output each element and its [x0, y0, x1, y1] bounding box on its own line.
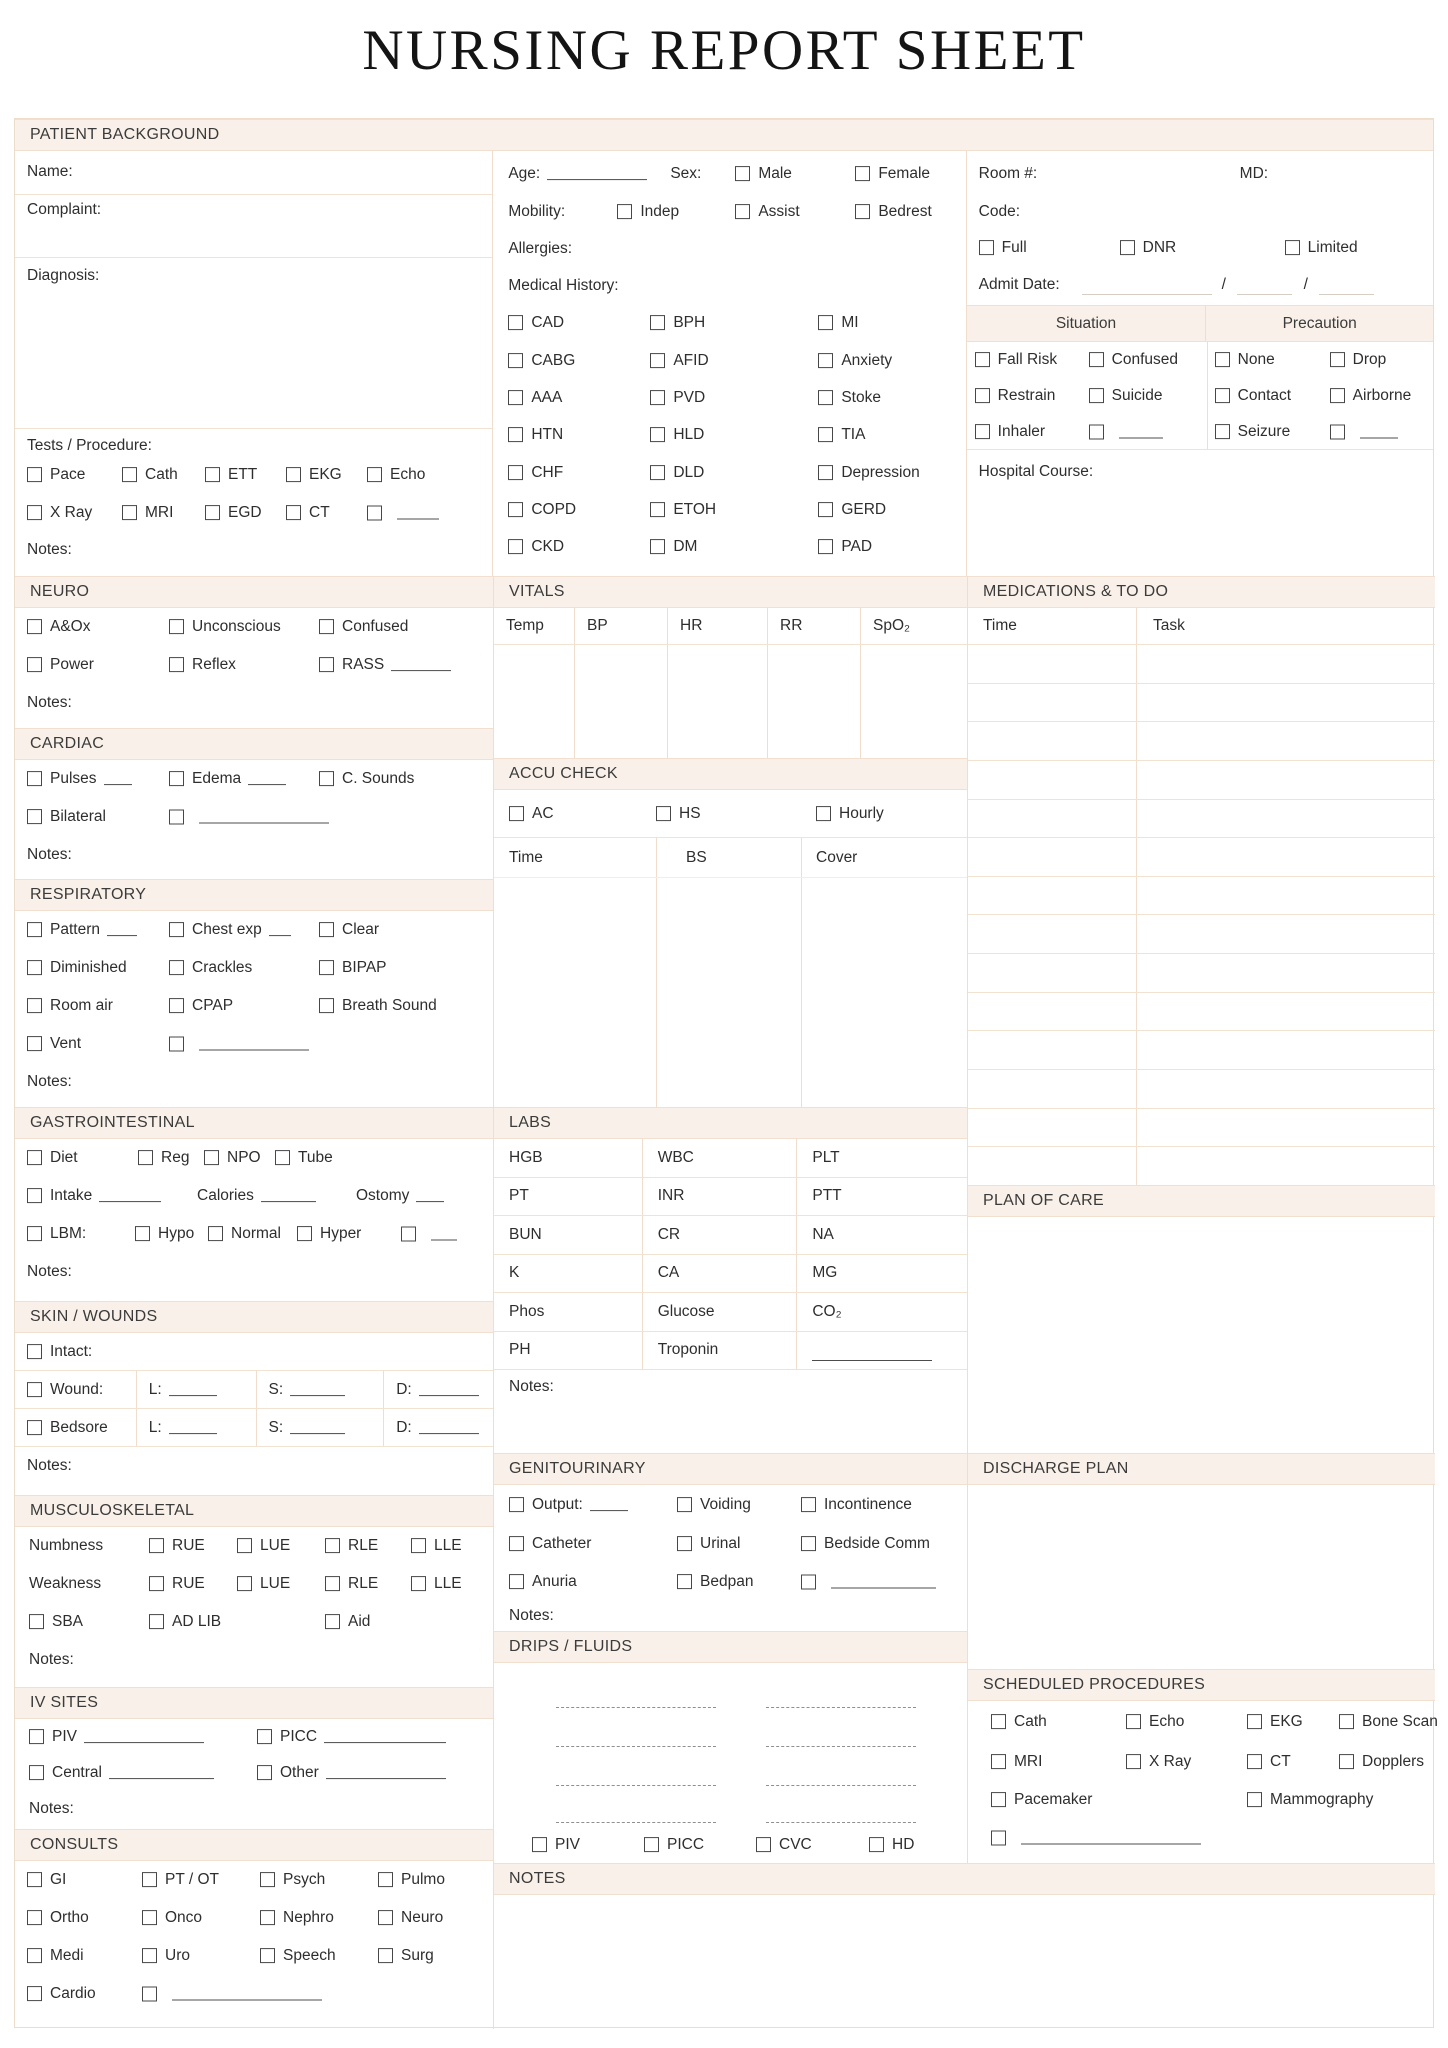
checkbox-pattern[interactable]: Pattern — [27, 921, 137, 939]
checkbox-confused-neuro[interactable]: Confused — [319, 618, 408, 636]
situation-header: Situation — [967, 306, 1207, 341]
med-row[interactable] — [968, 1070, 1435, 1109]
checkbox-gu-other[interactable] — [801, 1575, 936, 1590]
checkbox-access-cvc[interactable]: CVC — [756, 1836, 812, 1854]
checkbox-resp-other[interactable] — [169, 1037, 309, 1052]
checkbox-other-iv[interactable]: Other — [257, 1764, 446, 1782]
pb-col-left — [15, 151, 493, 576]
checkbox-rass[interactable]: RASS — [319, 656, 451, 674]
checkbox-breath-sound[interactable]: Breath Sound — [319, 997, 437, 1015]
calories-field[interactable]: Calories — [197, 1187, 316, 1205]
accu-col-bs: BS — [686, 848, 707, 866]
checkbox-sched-cath[interactable]: Cath — [991, 1713, 1047, 1731]
checkbox-consult-psych[interactable]: Psych — [260, 1871, 325, 1889]
lab-cell-ca[interactable]: CA — [642, 1255, 797, 1293]
checkbox-airborne[interactable]: Airborne — [1330, 387, 1412, 405]
room-label: Room #: — [978, 165, 1038, 183]
section-discharge-plan: DISCHARGE PLAN — [968, 1453, 1435, 1485]
lab-cell-hgb[interactable]: HGB — [509, 1148, 543, 1166]
lab-cell-inr[interactable]: INR — [642, 1178, 797, 1216]
lab-cell-pt[interactable]: PT — [509, 1187, 529, 1205]
med-row[interactable] — [968, 761, 1435, 800]
med-row[interactable] — [968, 877, 1435, 916]
checkbox-reflex[interactable]: Reflex — [169, 656, 236, 674]
checkbox-ett[interactable]: ETT — [205, 466, 257, 484]
checkbox-sched-ekg[interactable]: EKG — [1247, 1713, 1303, 1731]
meds-col-time: Time — [983, 617, 1017, 635]
checkbox-consult-gi[interactable]: GI — [27, 1871, 66, 1889]
checkbox-mri[interactable]: MRI — [122, 504, 173, 522]
checkbox-picc[interactable]: PICC — [257, 1728, 446, 1746]
wound-l-field[interactable]: L: — [149, 1381, 217, 1399]
checkbox-sched-dopplers[interactable]: Dopplers — [1339, 1753, 1424, 1771]
checkbox-bedrest[interactable]: Bedrest — [855, 203, 931, 221]
med-row[interactable] — [968, 1109, 1435, 1148]
checkbox-tube[interactable]: Tube — [275, 1149, 333, 1167]
checkbox-access-hd[interactable]: HD — [869, 1836, 914, 1854]
checkbox-consult-medi[interactable]: Medi — [27, 1947, 84, 1965]
checkbox-male[interactable]: Male — [735, 165, 792, 183]
notes-label: Notes: — [27, 1457, 72, 1475]
checkbox-numbness-lle[interactable]: LLE — [411, 1537, 462, 1555]
notes-label: Notes: — [509, 1607, 554, 1625]
checkbox-hourly[interactable]: Hourly — [816, 805, 884, 823]
checkbox-sched-ct[interactable]: CT — [1247, 1753, 1291, 1771]
vitals-body — [494, 645, 967, 758]
checkbox-gerd[interactable]: GERD — [818, 501, 886, 519]
checkbox-tia[interactable]: TIA — [818, 426, 865, 444]
checkbox-central[interactable]: Central — [29, 1764, 214, 1782]
checkbox-assist[interactable]: Assist — [735, 203, 799, 221]
checkbox-suicide[interactable]: Suicide — [1089, 387, 1163, 405]
checkbox-bph[interactable]: BPH — [650, 314, 705, 332]
checkbox-access-picc[interactable]: PICC — [644, 1836, 704, 1854]
checkbox-hyper[interactable]: Hyper — [297, 1225, 361, 1243]
med-row[interactable] — [968, 1031, 1435, 1070]
checkbox-sched-other[interactable] — [991, 1831, 1201, 1846]
checkbox-chf[interactable]: CHF — [508, 464, 563, 482]
checkbox-power[interactable]: Power — [27, 656, 94, 674]
med-row[interactable] — [968, 800, 1435, 839]
checkbox-consult-speech[interactable]: Speech — [260, 1947, 336, 1965]
vitals-col-rr: RR — [767, 608, 860, 644]
checkbox-output[interactable]: Output: — [509, 1496, 628, 1514]
vitals-col-spo2: SpO₂ — [860, 608, 967, 644]
section-skin-wounds: SKIN / WOUNDS — [15, 1301, 493, 1333]
checkbox-pvd[interactable]: PVD — [650, 389, 705, 407]
checkbox-consult-onco[interactable]: Onco — [142, 1909, 202, 1927]
checkbox-confused[interactable]: Confused — [1089, 351, 1178, 369]
lab-cell-phos[interactable]: Phos — [509, 1302, 545, 1320]
checkbox-reg[interactable]: Reg — [138, 1149, 189, 1167]
checkbox-hypo[interactable]: Hypo — [135, 1225, 194, 1243]
vitals-header-row — [494, 608, 967, 645]
checkbox-fall-risk[interactable]: Fall Risk — [975, 351, 1057, 369]
checkbox-lbm[interactable]: LBM: — [27, 1225, 86, 1243]
tests-procedure-label: Tests / Procedure: — [27, 437, 152, 454]
checkbox-aox[interactable]: A&Ox — [27, 618, 90, 636]
drip-line[interactable] — [556, 1785, 716, 1786]
med-row[interactable] — [968, 993, 1435, 1032]
bedsore-l-field[interactable]: L: — [149, 1419, 217, 1437]
drip-line[interactable] — [766, 1822, 916, 1823]
checkbox-drop[interactable]: Drop — [1330, 351, 1387, 369]
checkbox-dm[interactable]: DM — [650, 538, 697, 556]
report-sheet — [14, 118, 1438, 2028]
checkbox-cad[interactable]: CAD — [508, 314, 564, 332]
drip-line[interactable] — [766, 1746, 916, 1747]
admit-date-slot[interactable] — [1319, 294, 1374, 295]
section-notes: NOTES — [494, 1863, 1435, 1895]
checkbox-access-piv[interactable]: PIV — [532, 1836, 580, 1854]
diagnosis-label: Diagnosis: — [27, 267, 100, 284]
pb-col-right — [967, 151, 1433, 576]
lab-cell-troponin[interactable]: Troponin — [642, 1332, 797, 1370]
accu-col-cover: Cover — [816, 848, 858, 866]
notes-label: Notes: — [509, 1378, 554, 1395]
med-row[interactable] — [968, 954, 1435, 993]
checkbox-normal[interactable]: Normal — [208, 1225, 281, 1243]
section-musculoskeletal: MUSCULOSKELETAL — [15, 1495, 493, 1527]
checkbox-mi[interactable]: MI — [818, 314, 858, 332]
vitals-col-temp: Temp — [506, 617, 544, 634]
vitals-cell[interactable] — [767, 645, 860, 758]
notes-bottom-section — [494, 1863, 1435, 2029]
lab-cell-cr[interactable]: CR — [642, 1216, 797, 1254]
notes-label: Notes: — [29, 1651, 74, 1669]
allergies-label: Allergies: — [508, 240, 573, 257]
divider — [15, 428, 492, 429]
checkbox-consult-pulmo[interactable]: Pulmo — [378, 1871, 445, 1889]
checkbox-afid[interactable]: AFID — [650, 352, 708, 370]
lab-cell-mg[interactable]: MG — [796, 1255, 967, 1293]
checkbox-catheter[interactable]: Catheter — [509, 1535, 591, 1553]
age-field[interactable]: Age: — [508, 165, 647, 183]
checkbox-wound[interactable]: Wound: — [27, 1381, 103, 1399]
notes-label: Notes: — [27, 694, 72, 712]
sex-label: Sex: — [670, 165, 702, 183]
date-slash: / — [1303, 276, 1308, 294]
section-consults: CONSULTS — [15, 1829, 493, 1861]
checkbox-gi-other[interactable] — [401, 1227, 457, 1242]
checkbox-anxiety[interactable]: Anxiety — [818, 352, 892, 370]
checkbox-ckd[interactable]: CKD — [508, 538, 564, 556]
notes-area[interactable] — [494, 1895, 1435, 2029]
checkbox-clear[interactable]: Clear — [319, 921, 379, 939]
precaution-header: Precaution — [1282, 314, 1357, 332]
lab-cell-bun[interactable]: BUN — [509, 1225, 542, 1243]
section-scheduled-procedures: SCHEDULED PROCEDURES — [968, 1669, 1435, 1701]
checkbox-weakness-lle[interactable]: LLE — [411, 1575, 462, 1593]
checkbox-ac[interactable]: AC — [509, 805, 554, 823]
checkbox-consult-uro[interactable]: Uro — [142, 1947, 190, 1965]
checkbox-c-sounds[interactable]: C. Sounds — [319, 770, 414, 788]
discharge-plan-area[interactable] — [968, 1485, 1435, 1669]
medical-history-label: Medical History: — [508, 277, 619, 294]
checkbox-bipap[interactable]: BIPAP — [319, 959, 387, 977]
checkbox-hld[interactable]: HLD — [650, 426, 704, 444]
divider — [15, 194, 492, 195]
meds-col-task: Task — [1153, 617, 1185, 635]
checkbox-htn[interactable]: HTN — [508, 426, 563, 444]
vitals-col-hr: HR — [667, 608, 767, 644]
notes-label: Notes: — [27, 1263, 72, 1281]
bedsore-s-field[interactable]: S: — [269, 1419, 346, 1437]
checkbox-numbness-rle[interactable]: RLE — [325, 1537, 378, 1555]
admit-date-label: Admit Date: — [978, 276, 1060, 294]
medications-table — [968, 645, 1435, 1185]
md-label: MD: — [1239, 165, 1269, 183]
checkbox-seizure[interactable]: Seizure — [1215, 423, 1291, 441]
checkbox-cpap[interactable]: CPAP — [169, 997, 233, 1015]
drip-line[interactable] — [556, 1746, 716, 1747]
checkbox-sched-echo[interactable]: Echo — [1126, 1713, 1184, 1731]
section-labs: LABS — [494, 1107, 967, 1139]
checkbox-weakness-lue[interactable]: LUE — [237, 1575, 290, 1593]
patient-background-content — [15, 151, 1433, 576]
hospital-course-area[interactable] — [967, 486, 1433, 576]
pb-col-middle — [493, 151, 966, 576]
checkbox-intake[interactable]: Intake — [27, 1187, 161, 1205]
drips-area — [494, 1663, 967, 1863]
section-genitourinary: GENITOURINARY — [494, 1453, 967, 1485]
checkbox-bedsore[interactable]: Bedsore — [27, 1419, 108, 1437]
labs-table — [494, 1139, 967, 1369]
middle-column — [494, 576, 968, 1863]
numbness-label: Numbness — [29, 1537, 104, 1555]
checkbox-pace[interactable]: Pace — [27, 466, 85, 484]
section-plan-of-care: PLAN OF CARE — [968, 1185, 1435, 1217]
admit-date-slot[interactable] — [1237, 294, 1292, 295]
lab-cell-na[interactable]: NA — [796, 1216, 967, 1254]
section-vitals: VITALS — [494, 576, 967, 608]
lab-cell-ptt[interactable]: PTT — [796, 1178, 967, 1216]
drip-line[interactable] — [766, 1707, 916, 1708]
checkbox-egd[interactable]: EGD — [205, 504, 262, 522]
checkbox-none[interactable]: None — [1215, 351, 1275, 369]
checkbox-code-limited[interactable]: Limited — [1285, 239, 1358, 257]
checkbox-unconscious[interactable]: Unconscious — [169, 618, 281, 636]
notes-label: Notes: — [27, 1073, 72, 1091]
wound-d-field[interactable]: D: — [396, 1381, 479, 1399]
checkbox-consult-ortho[interactable]: Ortho — [27, 1909, 89, 1927]
section-patient-background: PATIENT BACKGROUND — [15, 119, 1433, 151]
checkbox-room-air[interactable]: Room air — [27, 997, 113, 1015]
checkbox-consult-neuro[interactable]: Neuro — [378, 1909, 443, 1927]
checkbox-numbness-rue[interactable]: RUE — [149, 1537, 205, 1555]
name-label: Name: — [27, 163, 73, 180]
checkbox-consult-nephro[interactable]: Nephro — [260, 1909, 334, 1927]
page-title: NURSING REPORT SHEET — [362, 19, 1086, 82]
date-slash: / — [1221, 276, 1226, 294]
checkbox-pad[interactable]: PAD — [818, 538, 872, 556]
lab-cell-ph[interactable]: PH — [509, 1341, 531, 1359]
checkbox-diminished[interactable]: Diminished — [27, 959, 127, 977]
code-label: Code: — [978, 203, 1021, 221]
checkbox-hs[interactable]: HS — [656, 805, 701, 823]
vitals-cell[interactable] — [667, 645, 767, 758]
checkbox-weakness-rue[interactable]: RUE — [149, 1575, 205, 1593]
section-medications: MEDICATIONS & TO DO — [968, 576, 1435, 608]
checkbox-consult-other[interactable] — [142, 1987, 322, 2002]
checkbox-etoh[interactable]: ETOH — [650, 501, 716, 519]
accu-col-time: Time — [509, 848, 543, 866]
med-row[interactable] — [968, 1147, 1435, 1185]
checkbox-indep[interactable]: Indep — [617, 203, 679, 221]
bedsore-d-field[interactable]: D: — [396, 1419, 479, 1437]
mobility-label: Mobility: — [508, 203, 566, 221]
checkbox-ct[interactable]: CT — [286, 504, 330, 522]
checkbox-depression[interactable]: Depression — [818, 464, 919, 482]
checkbox-code-full[interactable]: Full — [979, 239, 1027, 257]
checkbox-dld[interactable]: DLD — [650, 464, 704, 482]
section-cardiac: CARDIAC — [15, 728, 493, 760]
notes-label: Notes: — [29, 1800, 74, 1818]
lab-cell-co2[interactable]: CO₂ — [796, 1293, 967, 1331]
checkbox-sched-pacemaker[interactable]: Pacemaker — [991, 1791, 1092, 1809]
drip-line[interactable] — [556, 1707, 716, 1708]
checkbox-crackles[interactable]: Crackles — [169, 959, 252, 977]
admit-date-slot[interactable] — [1082, 294, 1212, 295]
checkbox-anuria[interactable]: Anuria — [509, 1573, 577, 1591]
lab-blank-line[interactable] — [812, 1360, 932, 1361]
checkbox-intact[interactable]: Intact: — [27, 1343, 92, 1361]
weakness-label: Weakness — [29, 1575, 102, 1593]
ostomy-field[interactable]: Ostomy — [356, 1187, 444, 1205]
checkbox-contact[interactable]: Contact — [1215, 387, 1291, 405]
checkbox-consult-pt-ot[interactable]: PT / OT — [142, 1871, 219, 1889]
checkbox-npo[interactable]: NPO — [204, 1149, 261, 1167]
lab-cell-k[interactable]: K — [509, 1264, 520, 1282]
checkbox-cabg[interactable]: CABG — [508, 352, 575, 370]
lab-cell-wbc[interactable]: WBC — [642, 1139, 797, 1177]
section-gastrointestinal: GASTROINTESTINAL — [15, 1107, 493, 1139]
section-iv-sites: IV SITES — [15, 1687, 493, 1719]
checkbox-xray[interactable]: X Ray — [27, 504, 92, 522]
left-column — [15, 576, 494, 2029]
checkbox-chest-exp[interactable]: Chest exp — [169, 921, 291, 939]
section-accu-check: ACCU CHECK — [494, 758, 967, 790]
complaint-label: Complaint: — [27, 201, 102, 218]
checkbox-code-dnr[interactable]: DNR — [1120, 239, 1177, 257]
checkbox-weakness-rle[interactable]: RLE — [325, 1575, 378, 1593]
lab-cell-blank[interactable] — [796, 1332, 967, 1370]
accu-check-area[interactable] — [494, 878, 967, 1107]
checkbox-aid[interactable]: Aid — [325, 1613, 370, 1631]
hospital-course-label: Hospital Course: — [978, 463, 1094, 480]
checkbox-inhaler[interactable]: Inhaler — [975, 423, 1045, 441]
checkbox-situation-other[interactable] — [1089, 424, 1163, 439]
drip-line[interactable] — [766, 1785, 916, 1786]
checkbox-echo[interactable]: Echo — [367, 466, 425, 484]
checkbox-aaa[interactable]: AAA — [508, 389, 562, 407]
section-neuro: NEURO — [15, 576, 493, 608]
checkbox-edema[interactable]: Edema — [169, 770, 286, 788]
checkbox-ad-lib[interactable]: AD LIB — [149, 1613, 221, 1631]
section-respiratory: RESPIRATORY — [15, 879, 493, 911]
med-row[interactable] — [968, 722, 1435, 761]
checkbox-sched-mammography[interactable]: Mammography — [1247, 1791, 1373, 1809]
checkbox-urinal[interactable]: Urinal — [677, 1535, 740, 1553]
checkbox-cath[interactable]: Cath — [122, 466, 178, 484]
right-column — [968, 576, 1438, 1863]
situation-precaution-table — [967, 305, 1433, 452]
checkbox-sched-mri[interactable]: MRI — [991, 1753, 1042, 1771]
checkbox-copd[interactable]: COPD — [508, 501, 576, 519]
checkbox-stoke[interactable]: Stoke — [818, 389, 881, 407]
checkbox-other-test[interactable] — [367, 506, 439, 521]
checkbox-consult-cardio[interactable]: Cardio — [27, 1985, 96, 2003]
checkbox-consult-surg[interactable]: Surg — [378, 1947, 434, 1965]
lab-cell-glucose[interactable]: Glucose — [642, 1293, 797, 1331]
checkbox-numbness-lue[interactable]: LUE — [237, 1537, 290, 1555]
med-row[interactable] — [968, 838, 1435, 877]
vitals-cell[interactable] — [494, 645, 574, 758]
checkbox-precaution-other[interactable] — [1330, 424, 1398, 439]
checkbox-diet[interactable]: Diet — [27, 1149, 78, 1167]
plan-of-care-area[interactable] — [968, 1217, 1435, 1453]
med-row[interactable] — [968, 684, 1435, 723]
checkbox-incontinence[interactable]: Incontinence — [801, 1496, 912, 1514]
checkbox-restrain[interactable]: Restrain — [975, 387, 1056, 405]
drip-line[interactable] — [556, 1822, 716, 1823]
med-row[interactable] — [968, 645, 1435, 684]
med-row[interactable] — [968, 915, 1435, 954]
checkbox-sched-bone-scan[interactable]: Bone Scan — [1339, 1713, 1438, 1731]
vitals-col-bp: BP — [574, 608, 667, 644]
checkbox-sched-xray[interactable]: X Ray — [1126, 1753, 1191, 1771]
checkbox-female[interactable]: Female — [855, 165, 930, 183]
checkbox-voiding[interactable]: Voiding — [677, 1496, 751, 1514]
vitals-cell[interactable] — [574, 645, 667, 758]
checkbox-bedside-comm[interactable]: Bedside Comm — [801, 1535, 930, 1553]
checkbox-ekg[interactable]: EKG — [286, 466, 342, 484]
checkbox-bilateral[interactable]: Bilateral — [27, 808, 106, 826]
lab-cell-plt[interactable]: PLT — [796, 1139, 967, 1177]
checkbox-pulses[interactable]: Pulses — [27, 770, 132, 788]
checkbox-piv[interactable]: PIV — [29, 1728, 204, 1746]
wound-s-field[interactable]: S: — [269, 1381, 346, 1399]
notes-label: Notes: — [27, 846, 72, 864]
notes-label: Notes: — [27, 541, 72, 558]
checkbox-bedpan[interactable]: Bedpan — [677, 1573, 753, 1591]
checkbox-cardiac-other[interactable] — [169, 810, 329, 825]
checkbox-vent[interactable]: Vent — [27, 1035, 81, 1053]
vitals-cell[interactable] — [860, 645, 967, 758]
section-drips-fluids: DRIPS / FLUIDS — [494, 1631, 967, 1663]
divider — [15, 257, 492, 258]
checkbox-sba[interactable]: SBA — [29, 1613, 83, 1631]
